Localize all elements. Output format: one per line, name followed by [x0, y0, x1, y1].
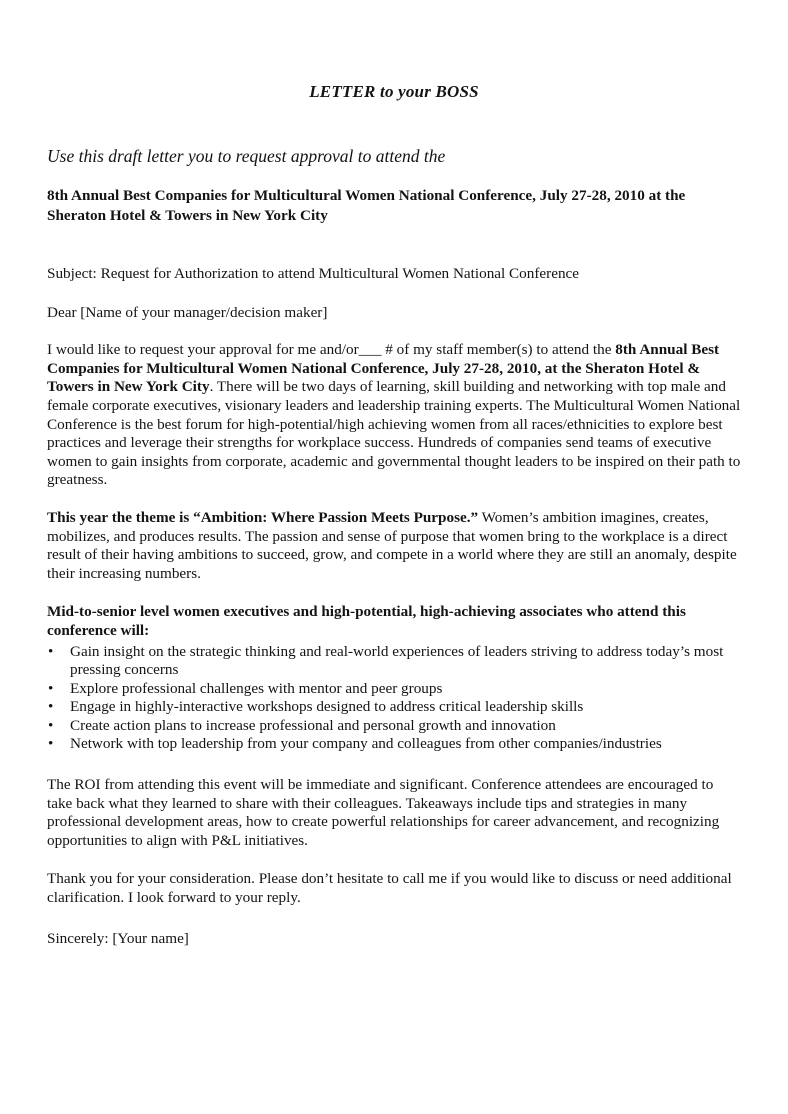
benefits-bullet-list: [47, 641, 741, 755]
body-paragraph-request: [47, 322, 741, 490]
request-conference-bold-run: 8th Annual Best Companies for Multicultural Women National Conference, July 27-28, 2010, at the Sheraton Hotel & Towers in New York City: [47, 341, 720, 396]
document-content: [47, 0, 741, 948]
request-lead-text: I would like to request your approval for me and/or___ # of my staff member(s) to attend the: [47, 341, 616, 359]
subject-line: Subject: Request for Authorization to attend Multicultural Women National Conference: [47, 265, 580, 282]
bullet-icon: •: [48, 698, 54, 716]
list-item: [47, 698, 741, 717]
theme-bold-run: This year the theme is “Ambition: Where Passion Meets Purpose.”: [47, 508, 479, 526]
signature-line: Sincerely: [Your name]: [47, 929, 189, 947]
list-item-label: Create action plans to increase professional and personal growth and innovation: [70, 716, 556, 734]
bullet-list-lead-in: Mid-to-senior level women executives and high-potential, high-achieving associates who attend this conference will:: [47, 603, 686, 639]
bullet-icon: •: [48, 679, 54, 697]
intro-instruction-line: Use this draft letter you to request approval to attend the: [47, 146, 446, 166]
page-title: LETTER to your BOSS: [309, 82, 479, 101]
list-item-label: Network with top leadership from your company and colleagues from other companies/industries: [70, 735, 662, 753]
list-item-label: Explore professional challenges with mentor and peer groups: [70, 679, 443, 697]
request-tail-text: . There will be two days of learning, skill building and networking with top male and female corporate executives, visionary leaders and leadership training experts. The Multicultural Women National Conference is the best forum for high-potential/high achieving women from all races/ethnicities to explore best practices and leverage their strengths for workplace success. Hundreds of companies send teams of executive women to gain insights from corporate, academic and governmental thought leaders to be inspired on their path to greatness.: [47, 378, 741, 489]
list-item: [47, 643, 741, 680]
body-paragraph-theme: [47, 490, 741, 583]
list-item: [47, 735, 741, 754]
list-item: [47, 680, 741, 699]
bullet-icon: •: [48, 642, 54, 660]
body-paragraph-thanks: Thank you for your consideration. Please don’t hesitate to call me if you would like to discuss or need additional clarification. I look forward to your reply.: [47, 870, 732, 907]
list-item-label: Engage in highly-interactive workshops designed to address critical leadership skills: [70, 698, 584, 716]
body-paragraph-roi: The ROI from attending this event will be immediate and significant. Conference attendees are encouraged to take back what they learned to share with their colleagues. Takeaways include tips and strategies in many professional development areas, how to create powerful relationships for career advancement, and recognizing opportunities to align with P&L initiatives.: [47, 776, 720, 849]
bullet-icon: •: [48, 735, 54, 753]
conference-heading: 8th Annual Best Companies for Multicultural Women National Conference, July 27-28, 2010 at the Sheraton Hotel & Towers in New York City: [47, 187, 686, 224]
bullet-icon: •: [48, 716, 54, 734]
list-item: [47, 717, 741, 736]
salutation-line: Dear [Name of your manager/decision maker]: [47, 303, 328, 321]
theme-tail-text: Women’s ambition imagines, creates, mobilizes, and produces results. The passion and sense of purpose that women bring to the workplace is a direct result of their having ambitions to succeed, grow, and compete in a world where they are still an anomaly, despite their increasing numbers.: [47, 508, 737, 582]
list-item-label: Gain insight on the strategic thinking and real-world experiences of leaders striving to address today’s most pressing concerns: [70, 642, 724, 679]
